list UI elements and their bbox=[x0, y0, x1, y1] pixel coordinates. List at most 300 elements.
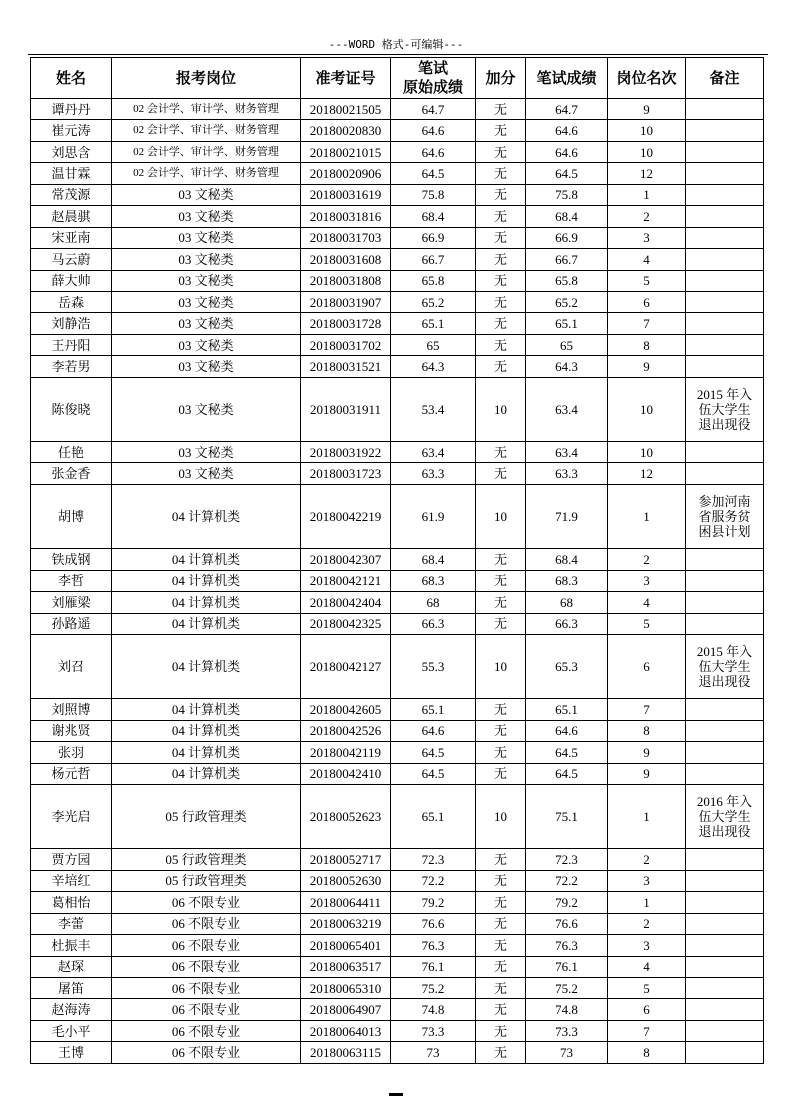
cell-name: 王博 bbox=[31, 1042, 112, 1063]
cell-position: 06 不限专业 bbox=[112, 999, 301, 1020]
cell-remark bbox=[686, 977, 764, 998]
table-row bbox=[31, 1042, 764, 1063]
cell-exam-id: 20180031702 bbox=[301, 334, 391, 355]
cell-rank: 1 bbox=[608, 184, 686, 205]
cell-remark bbox=[686, 227, 764, 248]
cell-raw-score: 73.3 bbox=[391, 1020, 476, 1041]
cell-exam-id: 20180063219 bbox=[301, 913, 391, 934]
cell-remark bbox=[686, 270, 764, 291]
cell-name: 李若男 bbox=[31, 356, 112, 377]
cell-position: 03 文秘类 bbox=[112, 313, 301, 334]
cell-written-score: 72.3 bbox=[526, 849, 608, 870]
table-row bbox=[31, 913, 764, 934]
cell-remark bbox=[686, 913, 764, 934]
cell-remark bbox=[686, 720, 764, 741]
cell-bonus: 无 bbox=[476, 699, 526, 720]
table-row bbox=[31, 956, 764, 977]
table-row bbox=[31, 442, 764, 463]
cell-name: 温甘霖 bbox=[31, 163, 112, 184]
cell-rank: 9 bbox=[608, 742, 686, 763]
cell-bonus: 无 bbox=[476, 892, 526, 913]
cell-written-score: 65.1 bbox=[526, 699, 608, 720]
cell-rank: 7 bbox=[608, 313, 686, 334]
table-row bbox=[31, 184, 764, 205]
cell-position: 03 文秘类 bbox=[112, 442, 301, 463]
cell-bonus: 无 bbox=[476, 270, 526, 291]
cell-remark bbox=[686, 763, 764, 784]
remark-line: 退出现役 bbox=[698, 416, 751, 432]
cell-remark bbox=[686, 1042, 764, 1063]
cell-name: 常茂源 bbox=[31, 184, 112, 205]
cell-remark bbox=[686, 356, 764, 377]
cell-raw-score: 65.8 bbox=[391, 270, 476, 291]
cell-name: 宋亚南 bbox=[31, 227, 112, 248]
table-row bbox=[31, 935, 764, 956]
header-raw-score-line-2: 原始成绩 bbox=[402, 79, 463, 96]
cell-rank: 4 bbox=[608, 956, 686, 977]
cell-rank: 1 bbox=[608, 785, 686, 849]
table-row bbox=[31, 613, 764, 634]
cell-remark bbox=[686, 592, 764, 613]
cell-bonus: 无 bbox=[476, 99, 526, 120]
cell-rank: 3 bbox=[608, 935, 686, 956]
table-row bbox=[31, 977, 764, 998]
cell-position: 03 文秘类 bbox=[112, 377, 301, 441]
header-rule bbox=[28, 54, 768, 55]
cell-bonus: 无 bbox=[476, 1042, 526, 1063]
cell-position: 02 会计学、审计学、财务管理 bbox=[112, 99, 301, 120]
cell-position: 03 文秘类 bbox=[112, 334, 301, 355]
cell-written-score: 64.6 bbox=[526, 720, 608, 741]
cell-bonus: 无 bbox=[476, 1020, 526, 1041]
cell-written-score: 64.5 bbox=[526, 742, 608, 763]
cell-position: 04 计算机类 bbox=[112, 613, 301, 634]
cell-exam-id: 20180063115 bbox=[301, 1042, 391, 1063]
results-table bbox=[30, 57, 764, 1064]
cell-rank: 6 bbox=[608, 634, 686, 698]
cell-exam-id: 20180064907 bbox=[301, 999, 391, 1020]
table-row bbox=[31, 892, 764, 913]
cell-raw-score: 65.1 bbox=[391, 313, 476, 334]
cell-exam-id: 20180031816 bbox=[301, 206, 391, 227]
cell-position: 06 不限专业 bbox=[112, 935, 301, 956]
cell-position: 03 文秘类 bbox=[112, 291, 301, 312]
cell-exam-id: 20180031728 bbox=[301, 313, 391, 334]
cell-raw-score: 64.5 bbox=[391, 163, 476, 184]
cell-exam-id: 20180031608 bbox=[301, 249, 391, 270]
cell-raw-score: 68 bbox=[391, 592, 476, 613]
table-body bbox=[31, 99, 764, 1064]
cell-name: 李蕾 bbox=[31, 913, 112, 934]
remark-line: 退出现役 bbox=[698, 824, 751, 840]
header-position: 报考岗位 bbox=[112, 58, 301, 99]
cell-rank: 5 bbox=[608, 613, 686, 634]
cell-remark bbox=[686, 313, 764, 334]
remark-line: 退出现役 bbox=[698, 674, 751, 690]
cell-rank: 8 bbox=[608, 720, 686, 741]
cell-position: 06 不限专业 bbox=[112, 913, 301, 934]
cell-exam-id: 20180021015 bbox=[301, 141, 391, 162]
cell-bonus: 无 bbox=[476, 720, 526, 741]
cell-bonus: 无 bbox=[476, 227, 526, 248]
cell-remark bbox=[686, 999, 764, 1020]
cell-position: 04 计算机类 bbox=[112, 570, 301, 591]
cell-bonus: 无 bbox=[476, 206, 526, 227]
cell-bonus: 无 bbox=[476, 313, 526, 334]
cell-raw-score: 66.9 bbox=[391, 227, 476, 248]
page-header: ---WORD 格式-可编辑--- bbox=[328, 38, 464, 51]
cell-name: 赵琛 bbox=[31, 956, 112, 977]
cell-written-score: 65.8 bbox=[526, 270, 608, 291]
table-row bbox=[31, 291, 764, 312]
cell-position: 05 行政管理类 bbox=[112, 785, 301, 849]
remark-line: 省服务贫 bbox=[698, 509, 751, 525]
cell-position: 06 不限专业 bbox=[112, 956, 301, 977]
cell-rank: 4 bbox=[608, 249, 686, 270]
cell-written-score: 74.8 bbox=[526, 999, 608, 1020]
cell-remark bbox=[686, 634, 764, 698]
cell-position: 03 文秘类 bbox=[112, 206, 301, 227]
cell-bonus: 无 bbox=[476, 334, 526, 355]
table-row bbox=[31, 785, 764, 849]
cell-name: 贾方园 bbox=[31, 849, 112, 870]
header-raw-score-line-1: 笔试 bbox=[417, 60, 448, 77]
table-row bbox=[31, 699, 764, 720]
cell-name: 任艳 bbox=[31, 442, 112, 463]
cell-written-score: 66.9 bbox=[526, 227, 608, 248]
cell-written-score: 68.3 bbox=[526, 570, 608, 591]
cell-written-score: 75.2 bbox=[526, 977, 608, 998]
cell-position: 04 计算机类 bbox=[112, 484, 301, 548]
cell-rank: 10 bbox=[608, 141, 686, 162]
cell-bonus: 无 bbox=[476, 763, 526, 784]
table-row bbox=[31, 334, 764, 355]
header-bonus: 加分 bbox=[476, 58, 526, 99]
cell-rank: 9 bbox=[608, 99, 686, 120]
cell-raw-score: 55.3 bbox=[391, 634, 476, 698]
cell-bonus: 无 bbox=[476, 141, 526, 162]
table-row bbox=[31, 763, 764, 784]
cell-name: 刘雁梁 bbox=[31, 592, 112, 613]
table-row bbox=[31, 141, 764, 162]
cell-exam-id: 20180042404 bbox=[301, 592, 391, 613]
cell-bonus: 无 bbox=[476, 977, 526, 998]
cell-remark bbox=[686, 442, 764, 463]
cell-raw-score: 68.4 bbox=[391, 549, 476, 570]
table-row bbox=[31, 870, 764, 891]
cell-rank: 12 bbox=[608, 463, 686, 484]
cell-written-score: 73 bbox=[526, 1042, 608, 1063]
cell-position: 05 行政管理类 bbox=[112, 870, 301, 891]
cell-remark bbox=[686, 184, 764, 205]
table-row bbox=[31, 99, 764, 120]
cell-remark bbox=[686, 249, 764, 270]
cell-written-score: 66.7 bbox=[526, 249, 608, 270]
remark-line: 2015 年入 bbox=[696, 644, 753, 660]
cell-position: 04 计算机类 bbox=[112, 720, 301, 741]
cell-raw-score: 75.8 bbox=[391, 184, 476, 205]
cell-written-score: 63.4 bbox=[526, 442, 608, 463]
cell-remark bbox=[686, 613, 764, 634]
cell-position: 03 文秘类 bbox=[112, 270, 301, 291]
header-raw-score bbox=[391, 58, 476, 99]
cell-raw-score: 68.4 bbox=[391, 206, 476, 227]
cell-rank: 2 bbox=[608, 549, 686, 570]
cell-position: 03 文秘类 bbox=[112, 184, 301, 205]
cell-name: 刘照博 bbox=[31, 699, 112, 720]
cell-written-score: 68 bbox=[526, 592, 608, 613]
cell-exam-id: 20180052717 bbox=[301, 849, 391, 870]
remark-line: 伍大学生 bbox=[698, 659, 751, 675]
header-exam-id: 准考证号 bbox=[301, 58, 391, 99]
table-row bbox=[31, 377, 764, 441]
cell-written-score: 66.3 bbox=[526, 613, 608, 634]
cell-rank: 6 bbox=[608, 291, 686, 312]
table-row bbox=[31, 463, 764, 484]
cell-remark bbox=[686, 785, 764, 849]
cell-exam-id: 20180042410 bbox=[301, 763, 391, 784]
table-header-row bbox=[31, 58, 764, 99]
cell-position: 06 不限专业 bbox=[112, 892, 301, 913]
cell-exam-id: 20180031907 bbox=[301, 291, 391, 312]
cell-exam-id: 20180031911 bbox=[301, 377, 391, 441]
remark-line: 伍大学生 bbox=[698, 809, 751, 825]
cell-exam-id: 20180065310 bbox=[301, 977, 391, 998]
cell-rank: 9 bbox=[608, 356, 686, 377]
cell-raw-score: 72.3 bbox=[391, 849, 476, 870]
cell-remark bbox=[686, 141, 764, 162]
cell-name: 薛大帅 bbox=[31, 270, 112, 291]
cell-bonus: 无 bbox=[476, 356, 526, 377]
cell-rank: 9 bbox=[608, 763, 686, 784]
cell-name: 杨元哲 bbox=[31, 763, 112, 784]
cell-position: 04 计算机类 bbox=[112, 699, 301, 720]
table-row bbox=[31, 206, 764, 227]
cell-position: 06 不限专业 bbox=[112, 977, 301, 998]
cell-raw-score: 64.5 bbox=[391, 742, 476, 763]
cell-name: 孙路遥 bbox=[31, 613, 112, 634]
cell-rank: 3 bbox=[608, 570, 686, 591]
cell-name: 陈俊晓 bbox=[31, 377, 112, 441]
cell-bonus: 无 bbox=[476, 442, 526, 463]
table-row bbox=[31, 313, 764, 334]
cell-bonus: 无 bbox=[476, 870, 526, 891]
cell-name: 毛小平 bbox=[31, 1020, 112, 1041]
cell-written-score: 76.6 bbox=[526, 913, 608, 934]
cell-position: 02 会计学、审计学、财务管理 bbox=[112, 141, 301, 162]
cell-rank: 5 bbox=[608, 977, 686, 998]
cell-exam-id: 20180031808 bbox=[301, 270, 391, 291]
cell-rank: 1 bbox=[608, 892, 686, 913]
cell-rank: 10 bbox=[608, 442, 686, 463]
cell-name: 张金香 bbox=[31, 463, 112, 484]
remark-line: 2015 年入 bbox=[696, 386, 753, 402]
cell-name: 葛相怡 bbox=[31, 892, 112, 913]
cell-position: 05 行政管理类 bbox=[112, 849, 301, 870]
cell-written-score: 76.3 bbox=[526, 935, 608, 956]
cell-position: 02 会计学、审计学、财务管理 bbox=[112, 120, 301, 141]
cell-written-score: 75.1 bbox=[526, 785, 608, 849]
cell-exam-id: 20180031619 bbox=[301, 184, 391, 205]
cell-name: 李哲 bbox=[31, 570, 112, 591]
cell-rank: 1 bbox=[608, 484, 686, 548]
cell-rank: 10 bbox=[608, 377, 686, 441]
cell-bonus: 无 bbox=[476, 463, 526, 484]
cell-written-score: 65.1 bbox=[526, 313, 608, 334]
cell-raw-score: 79.2 bbox=[391, 892, 476, 913]
cell-raw-score: 65.1 bbox=[391, 699, 476, 720]
cell-exam-id: 20180031703 bbox=[301, 227, 391, 248]
cell-bonus: 无 bbox=[476, 613, 526, 634]
cell-written-score: 64.5 bbox=[526, 163, 608, 184]
cell-position: 04 计算机类 bbox=[112, 549, 301, 570]
cell-bonus: 无 bbox=[476, 570, 526, 591]
header-remark: 备注 bbox=[686, 58, 764, 99]
cell-bonus: 无 bbox=[476, 742, 526, 763]
page-footer-mark bbox=[389, 1093, 403, 1096]
cell-exam-id: 20180065401 bbox=[301, 935, 391, 956]
cell-remark bbox=[686, 334, 764, 355]
cell-raw-score: 65 bbox=[391, 334, 476, 355]
cell-written-score: 64.5 bbox=[526, 763, 608, 784]
cell-bonus: 无 bbox=[476, 291, 526, 312]
cell-raw-score: 64.6 bbox=[391, 141, 476, 162]
cell-written-score: 63.4 bbox=[526, 377, 608, 441]
cell-position: 02 会计学、审计学、财务管理 bbox=[112, 163, 301, 184]
cell-remark bbox=[686, 549, 764, 570]
cell-rank: 6 bbox=[608, 999, 686, 1020]
cell-exam-id: 20180064411 bbox=[301, 892, 391, 913]
cell-bonus: 10 bbox=[476, 785, 526, 849]
cell-rank: 10 bbox=[608, 120, 686, 141]
cell-raw-score: 65.1 bbox=[391, 785, 476, 849]
cell-exam-id: 20180063517 bbox=[301, 956, 391, 977]
cell-remark bbox=[686, 870, 764, 891]
header-rank: 岗位名次 bbox=[608, 58, 686, 99]
cell-name: 杜振丰 bbox=[31, 935, 112, 956]
cell-rank: 12 bbox=[608, 163, 686, 184]
cell-raw-score: 68.3 bbox=[391, 570, 476, 591]
cell-bonus: 无 bbox=[476, 935, 526, 956]
cell-raw-score: 61.9 bbox=[391, 484, 476, 548]
cell-name: 辛培红 bbox=[31, 870, 112, 891]
cell-raw-score: 72.2 bbox=[391, 870, 476, 891]
table-row bbox=[31, 163, 764, 184]
cell-bonus: 无 bbox=[476, 592, 526, 613]
cell-raw-score: 76.6 bbox=[391, 913, 476, 934]
cell-exam-id: 20180042121 bbox=[301, 570, 391, 591]
cell-remark bbox=[686, 377, 764, 441]
cell-name: 铁成钢 bbox=[31, 549, 112, 570]
cell-bonus: 无 bbox=[476, 849, 526, 870]
cell-exam-id: 20180042325 bbox=[301, 613, 391, 634]
cell-exam-id: 20180052623 bbox=[301, 785, 391, 849]
table-row bbox=[31, 249, 764, 270]
remark-line: 2016 年入 bbox=[696, 794, 753, 810]
table-row bbox=[31, 592, 764, 613]
cell-exam-id: 20180031922 bbox=[301, 442, 391, 463]
cell-position: 06 不限专业 bbox=[112, 1020, 301, 1041]
cell-rank: 3 bbox=[608, 870, 686, 891]
cell-name: 赵晨骐 bbox=[31, 206, 112, 227]
cell-remark bbox=[686, 120, 764, 141]
cell-written-score: 68.4 bbox=[526, 549, 608, 570]
cell-exam-id: 20180042119 bbox=[301, 742, 391, 763]
cell-raw-score: 76.3 bbox=[391, 935, 476, 956]
cell-remark bbox=[686, 463, 764, 484]
cell-written-score: 64.7 bbox=[526, 99, 608, 120]
header-name: 姓名 bbox=[31, 58, 112, 99]
cell-rank: 7 bbox=[608, 699, 686, 720]
cell-written-score: 72.2 bbox=[526, 870, 608, 891]
cell-raw-score: 75.2 bbox=[391, 977, 476, 998]
table-row bbox=[31, 356, 764, 377]
cell-position: 03 文秘类 bbox=[112, 249, 301, 270]
cell-name: 刘思含 bbox=[31, 141, 112, 162]
cell-remark bbox=[686, 291, 764, 312]
cell-bonus: 10 bbox=[476, 484, 526, 548]
cell-remark bbox=[686, 484, 764, 548]
cell-rank: 5 bbox=[608, 270, 686, 291]
cell-bonus: 10 bbox=[476, 634, 526, 698]
cell-raw-score: 63.3 bbox=[391, 463, 476, 484]
table-row bbox=[31, 1020, 764, 1041]
cell-bonus: 无 bbox=[476, 120, 526, 141]
cell-rank: 4 bbox=[608, 592, 686, 613]
cell-exam-id: 20180042526 bbox=[301, 720, 391, 741]
cell-name: 谭丹丹 bbox=[31, 99, 112, 120]
header-written-score: 笔试成绩 bbox=[526, 58, 608, 99]
cell-exam-id: 20180031723 bbox=[301, 463, 391, 484]
cell-remark bbox=[686, 892, 764, 913]
cell-name: 张羽 bbox=[31, 742, 112, 763]
cell-remark bbox=[686, 849, 764, 870]
cell-exam-id: 20180031521 bbox=[301, 356, 391, 377]
cell-raw-score: 73 bbox=[391, 1042, 476, 1063]
cell-rank: 3 bbox=[608, 227, 686, 248]
remark-line: 困县计划 bbox=[698, 524, 751, 540]
cell-exam-id: 20180042307 bbox=[301, 549, 391, 570]
cell-rank: 2 bbox=[608, 913, 686, 934]
cell-position: 04 计算机类 bbox=[112, 634, 301, 698]
cell-name: 屠笛 bbox=[31, 977, 112, 998]
cell-position: 04 计算机类 bbox=[112, 763, 301, 784]
cell-raw-score: 74.8 bbox=[391, 999, 476, 1020]
cell-position: 03 文秘类 bbox=[112, 227, 301, 248]
cell-remark bbox=[686, 99, 764, 120]
cell-remark bbox=[686, 699, 764, 720]
cell-written-score: 71.9 bbox=[526, 484, 608, 548]
cell-name: 崔元涛 bbox=[31, 120, 112, 141]
cell-rank: 2 bbox=[608, 849, 686, 870]
cell-raw-score: 64.3 bbox=[391, 356, 476, 377]
cell-name: 刘召 bbox=[31, 634, 112, 698]
table-row bbox=[31, 120, 764, 141]
cell-raw-score: 64.5 bbox=[391, 763, 476, 784]
cell-exam-id: 20180021505 bbox=[301, 99, 391, 120]
cell-name: 王丹阳 bbox=[31, 334, 112, 355]
cell-exam-id: 20180020906 bbox=[301, 163, 391, 184]
cell-written-score: 75.8 bbox=[526, 184, 608, 205]
cell-exam-id: 20180064013 bbox=[301, 1020, 391, 1041]
cell-remark bbox=[686, 935, 764, 956]
cell-raw-score: 66.3 bbox=[391, 613, 476, 634]
table-row bbox=[31, 634, 764, 698]
cell-remark bbox=[686, 206, 764, 227]
cell-raw-score: 64.6 bbox=[391, 120, 476, 141]
cell-name: 胡博 bbox=[31, 484, 112, 548]
cell-remark bbox=[686, 956, 764, 977]
